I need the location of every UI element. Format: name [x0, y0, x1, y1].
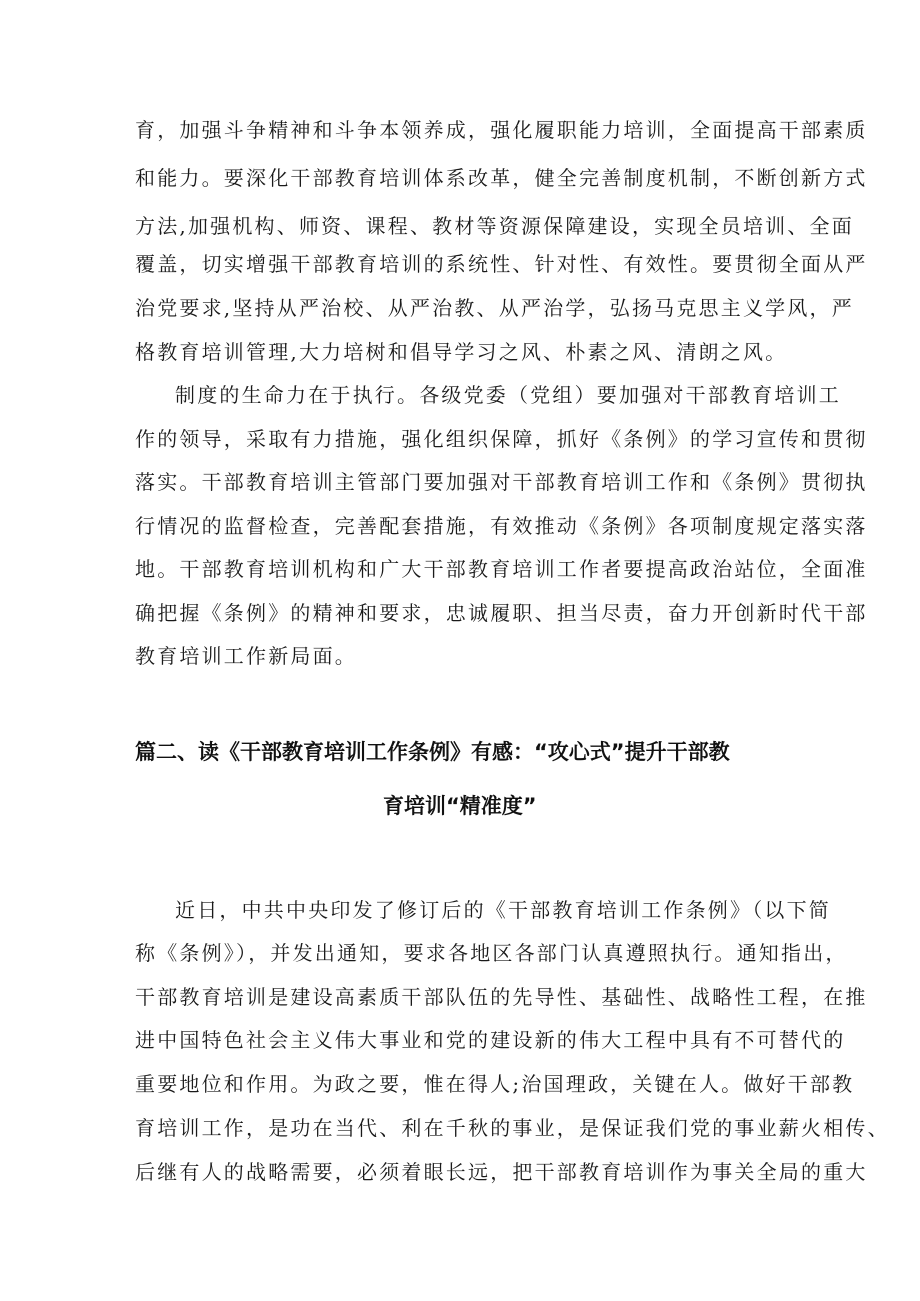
paragraph-line: 行情况的监督检查，完善配套措施，有效推动《条例》各项制度规定落实落	[135, 514, 868, 538]
paragraph-line: 育，加强斗争精神和斗争本领养成，强化履职能力培训，全面提高干部素质	[135, 118, 868, 142]
section-heading-line-2: 育培训“精准度”	[383, 794, 537, 818]
paragraph-line: 育培训工作，是功在当代、利在千秋的事业，是保证我们党的事业薪火相传、	[135, 1116, 890, 1140]
paragraph-line: 干部教育培训是建设高素质干部队伍的先导性、基础性、战略性工程，在推	[135, 985, 868, 1009]
paragraph-line: 重要地位和作用。为政之要，惟在得人;治国理政，关键在人。做好干部教	[135, 1072, 855, 1096]
paragraph-line: 格教育培训管理,大力培树和倡导学习之风、朴素之风、清朗之风。	[135, 340, 788, 364]
paragraph-line: 后继有人的战略需要，必须着眼长远，把干部教育培训作为事关全局的重大	[135, 1160, 868, 1184]
paragraph-line: 近日，中共中央印发了修订后的《干部教育培训工作条例》（以下简	[175, 898, 831, 922]
paragraph-line: 教育培训工作新局面。	[135, 644, 357, 668]
paragraph-line: 覆盖，切实增强干部教育培训的系统性、针对性、有效性。要贯彻全面从严	[135, 252, 868, 276]
paragraph-line: 方法,加强机构、师资、课程、教材等资源保障建设，实现全员培训、全面	[135, 214, 854, 238]
paragraph-line: 和能力。要深化干部教育培训体系改革，健全完善制度机制，不断创新方式	[135, 166, 868, 190]
paragraph-line: 作的领导，采取有力措施，强化组织保障，抓好《条例》的学习宣传和贯彻	[135, 427, 868, 451]
paragraph-line: 治党要求,坚持从严治校、从严治教、从严治学，弘扬马克思主义学风，严	[135, 296, 854, 320]
paragraph-line: 确把握《条例》的精神和要求，忠诚履职、担当尽责，奋力开创新时代干部	[135, 601, 868, 625]
paragraph-line: 制度的生命力在于执行。各级党委（党组）要加强对干部教育培训工	[175, 383, 841, 407]
section-heading-line-1: 篇二、读《干部教育培训工作条例》有感：“攻心式”提升干部教	[135, 740, 730, 764]
paragraph-line: 称《条例》），并发出通知，要求各地区各部门认真遵照执行。通知指出，	[135, 941, 848, 965]
paragraph-line: 地。干部教育培训机构和广大干部教育培训工作者要提高政治站位，全面准	[135, 557, 868, 581]
paragraph-line: 进中国特色社会主义伟大事业和党的建设新的伟大工程中具有不可替代的	[135, 1028, 846, 1052]
paragraph-line: 落实。干部教育培训主管部门要加强对干部教育培训工作和《条例》贯彻执	[135, 470, 868, 494]
